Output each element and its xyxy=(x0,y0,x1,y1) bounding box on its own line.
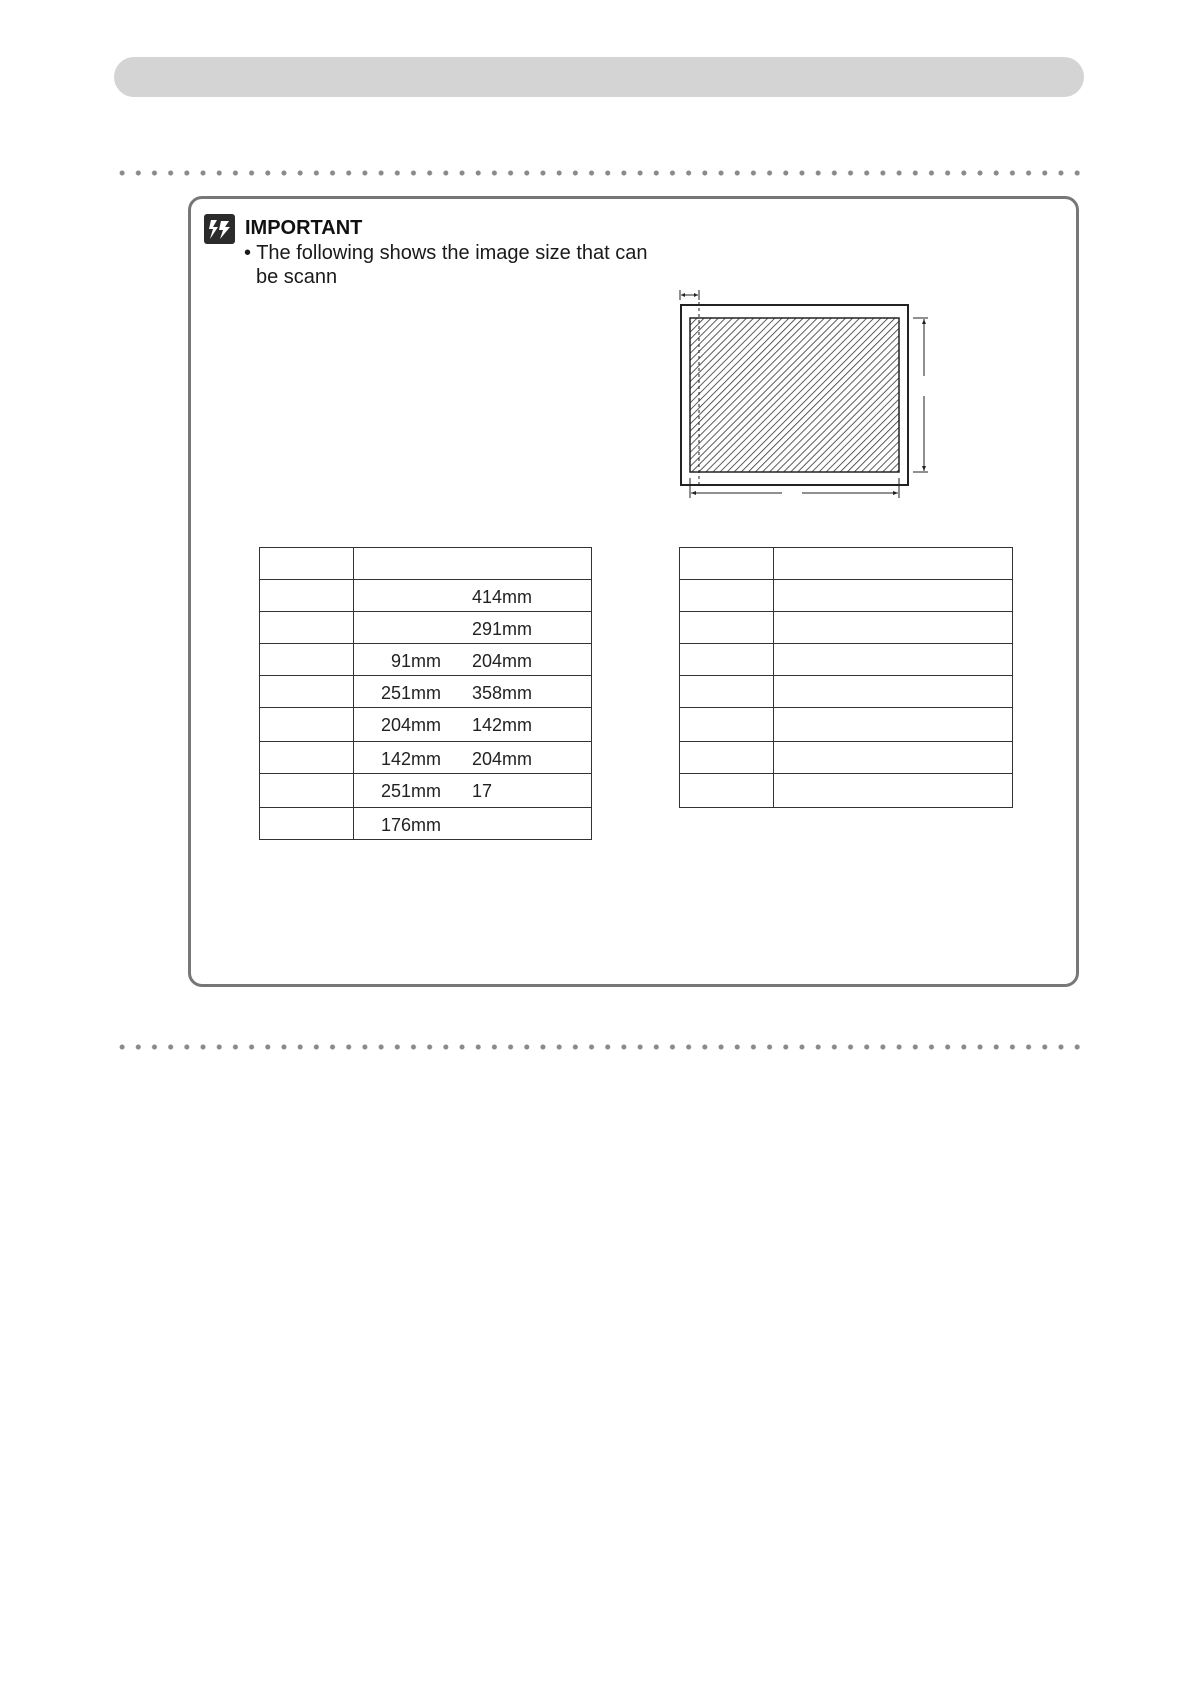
table-row xyxy=(680,644,1013,676)
table-row xyxy=(680,580,1013,612)
table-cell-width: 204mm xyxy=(380,715,441,735)
table-cell-size xyxy=(680,612,774,644)
table-cell-height: 17 xyxy=(472,781,493,801)
table-cell-size xyxy=(260,580,354,612)
table-cell-size xyxy=(260,774,354,808)
table-row xyxy=(260,612,592,644)
dotted-divider-bottom xyxy=(114,1043,1084,1051)
important-text xyxy=(244,241,664,289)
table-row xyxy=(260,708,592,742)
important-icon xyxy=(204,214,235,244)
table-cell-height: 204mm xyxy=(472,651,533,671)
important-text-line2: be scann xyxy=(256,266,338,288)
table-row xyxy=(260,774,592,808)
table-cell-width: 91mm xyxy=(390,651,441,671)
table-cell-size xyxy=(680,774,774,808)
table-cell-value xyxy=(774,708,1013,742)
table-cell-width: 251mm xyxy=(380,781,441,801)
table-header-cell xyxy=(774,548,1013,580)
table-cell-size xyxy=(260,708,354,742)
table-cell-value xyxy=(774,774,1013,808)
table-cell-value xyxy=(774,580,1013,612)
table-row xyxy=(260,676,592,708)
table-header-row xyxy=(260,548,592,580)
table-cell-height: 358mm xyxy=(472,683,533,703)
table-cell-height: 291mm xyxy=(472,619,533,639)
important-title: IMPORTANT xyxy=(245,217,363,239)
table-cell-size xyxy=(260,644,354,676)
table-cell-size xyxy=(260,676,354,708)
table-cell-value xyxy=(774,742,1013,774)
important-text-line1: • The following shows the image size that can xyxy=(244,242,648,264)
scan-size-table xyxy=(259,547,592,840)
table-cell-height: 204mm xyxy=(472,749,533,769)
table-cell-width: 251mm xyxy=(380,683,441,703)
scan-area-diagram xyxy=(672,286,932,501)
table-row xyxy=(260,742,592,774)
table-cell-size xyxy=(260,612,354,644)
table-row xyxy=(680,612,1013,644)
table-row xyxy=(680,708,1013,742)
table-row xyxy=(680,676,1013,708)
table-header-cell xyxy=(260,548,354,580)
table-cell-size xyxy=(680,580,774,612)
table-header-cell xyxy=(680,548,774,580)
table-row xyxy=(260,580,592,612)
table-cell-size xyxy=(680,644,774,676)
table-cell-size xyxy=(680,676,774,708)
table-cell-size xyxy=(260,808,354,840)
table-cell-value xyxy=(774,612,1013,644)
table-row xyxy=(680,742,1013,774)
table-row xyxy=(680,774,1013,808)
page-header-bar xyxy=(114,57,1084,97)
table-header-row xyxy=(680,548,1013,580)
table-cell-size xyxy=(680,708,774,742)
table-cell-width: 142mm xyxy=(380,749,441,769)
table-row xyxy=(260,808,592,840)
table-cell-height: 142mm xyxy=(472,715,533,735)
table-cell-value xyxy=(774,644,1013,676)
scan-margin-table xyxy=(679,547,1013,808)
dotted-divider-top xyxy=(114,169,1084,177)
table-cell-width: 176mm xyxy=(380,815,441,835)
table-cell-size xyxy=(680,742,774,774)
table-cell-height: 414mm xyxy=(472,587,533,607)
table-row xyxy=(260,644,592,676)
table-cell-value xyxy=(774,676,1013,708)
table-header-cell xyxy=(354,548,592,580)
table-cell-size xyxy=(260,742,354,774)
